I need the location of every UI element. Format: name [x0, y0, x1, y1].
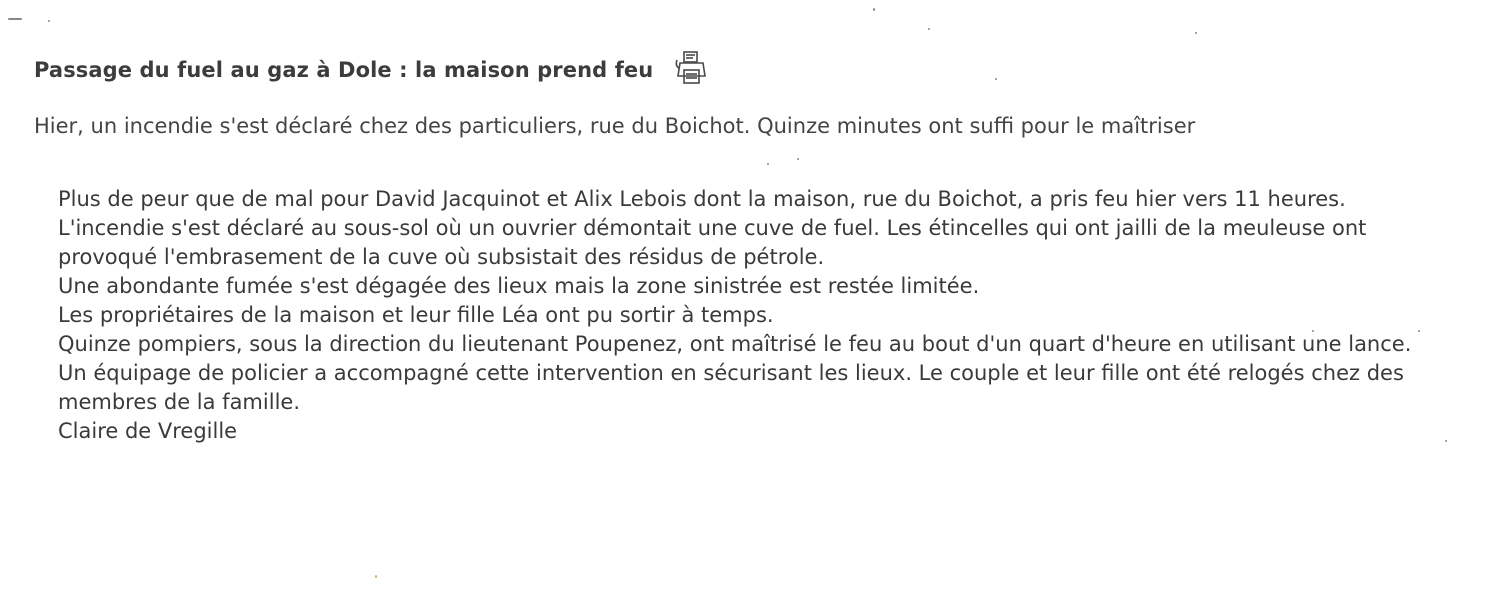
- article-author: Claire de Vregille: [58, 419, 238, 443]
- article-paragraph: Plus de peur que de mal pour David Jacquinot et Alix Lebois dont la maison, rue du Boichot, a pris feu hier vers 11 heures.: [58, 187, 1346, 211]
- scan-speck: [375, 575, 377, 578]
- article-body: [58, 185, 1453, 446]
- print-icon[interactable]: [675, 48, 709, 86]
- article-lead: Hier, un incendie s'est déclaré chez des particuliers, rue du Boichot. Quinze minutes ont suffi pour le maîtriser: [34, 114, 1196, 138]
- scan-speck: [928, 28, 930, 30]
- article-headline: Passage du fuel au gaz à Dole : la maison prend feu: [34, 58, 654, 82]
- scan-speck: [48, 20, 50, 22]
- article-paragraph: Une abondante fumée s'est dégagée des lieux mais la zone sinistrée est restée limitée.: [58, 274, 980, 298]
- article-paragraph: Quinze pompiers, sous la direction du lieutenant Poupenez, ont maîtrisé le feu au bout d'un quart d'heure en utilisant une lance.: [58, 332, 1412, 356]
- article-paragraph: Les propriétaires de la maison et leur fille Léa ont pu sortir à temps.: [58, 303, 774, 327]
- scan-speck: [8, 18, 22, 20]
- scan-speck: [1195, 32, 1197, 34]
- scan-speck: [995, 78, 997, 80]
- article-paragraph: L'incendie s'est déclaré au sous-sol où un ouvrier démontait une cuve de fuel. Les étincelles qui ont jailli de la meuleuse ont provoqué l'embrasement de la cuve où subsistait des résidus de pétrole.: [58, 216, 1367, 269]
- scan-speck: [797, 158, 799, 160]
- scan-speck: [767, 163, 769, 165]
- article-paragraph: Un équipage de policier a accompagné cette intervention en sécurisant les lieux. Le couple et leur fille ont été relogés chez des membres de la famille.: [58, 361, 1404, 414]
- headline-row: [34, 50, 709, 90]
- scan-speck: [873, 8, 875, 11]
